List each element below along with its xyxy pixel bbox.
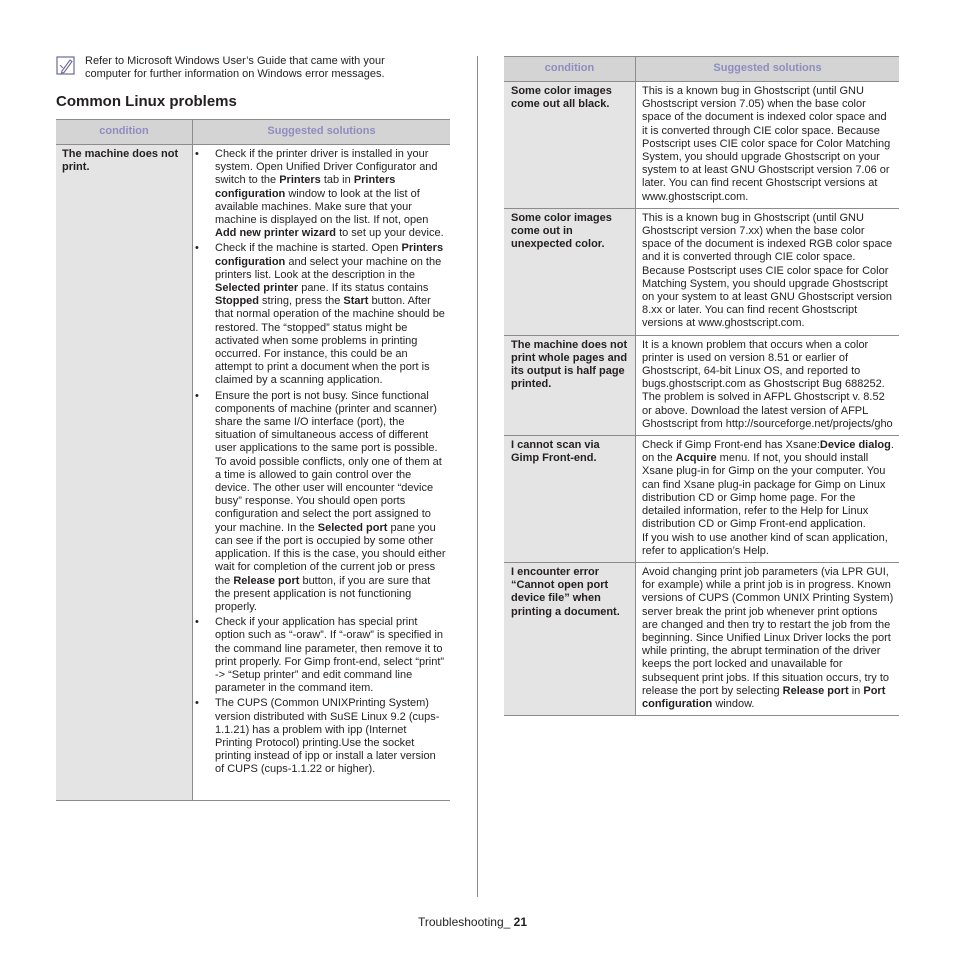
condition-cell: Some color images come out in unexpected color. [504,208,636,335]
bullet-icon: • [195,697,199,710]
text-run: pane. If its status contains [298,282,429,295]
text-run: and select your machine on the printers list. Look at the description in the [215,255,442,281]
table-row [56,145,450,801]
note-text: Refer to Microsoft Windows User’s Guide that came with your computer for further information on Windows error messages. [85,55,385,80]
text-run: Avoid changing print job parameters (via LPR GUI, for example) while a print job is in progress. Known versions of CUPS (Common UNIX Printing System) server break the print job whenever print options are changed and then try to restart the job from the beginning. Since Unified Linux Driver locks the port while printing, the abrupt termination of the driver keeps the port locked and unavailable for subsequent print jobs. If this situation occurs, try to release the port by selecting [642,565,894,697]
solution-bullet [195,148,446,240]
solution-bullet [195,242,446,387]
text-run: to set up your device. [336,227,444,240]
bullet-icon: • [195,616,199,629]
bold-term: Stopped [215,295,259,308]
text-run: button, if you are sure that the present application is not functioning properly. [215,574,431,613]
section-title: Common Linux problems [56,93,237,110]
text-run: It is a known problem that occurs when a color printer is used on version 8.51 or earlier of Ghostscript, 64-bit Linux OS, and reported to bugs.ghostscript.com as Ghostscript Bug 688252. [642,338,885,391]
solutions-header: Suggested solutions [636,57,900,82]
table-row [504,82,899,209]
bullet-icon: • [195,242,199,255]
bold-term: Port configuration [642,684,886,710]
bold-term: Printers [279,174,321,187]
text-run: tab in [320,174,354,187]
text-run: menu. If not, you should install Xsane plug-in for Gimp on the your computer. You can find Xsane plug-in package for Gimp on Linux distribution CD or Gimp home page. For the detailed information, refer to the Help for Linux distribution CD or Gimp Front-end application. [642,452,886,531]
solution-bullet [195,390,446,614]
text-run: button. After that normal operation of the machine should be restored. The “stopped” status might be activated when some problems in printing occurred. For instance, this could be an attempt to print a document when the port is claimed by a scanning application. [215,295,445,387]
bullet-icon: • [195,389,199,402]
footer-label: Troubleshooting_ [418,915,511,929]
bold-term: Selected printer [215,282,299,295]
solution-cell [636,436,900,563]
table-row [504,208,899,335]
solution-bullet [195,616,446,695]
text-run: string, press the [259,295,344,308]
condition-cell: I cannot scan via Gimp Front-end. [504,436,636,563]
linux-problems-table [56,119,450,801]
bold-term: Selected port [317,521,388,534]
bold-term: Start [343,295,369,308]
table-row [504,436,899,563]
text-run: The CUPS (Common UNIXPrinting System) version distributed with SuSE Linux 9.2 (cups-1.1.21) has a problem with ipp (Internet Printing Protocol) printing.Use the socket printing instead of ipp or install a later version of CUPS (cups-1.1.22 or higher). [215,697,440,776]
text-run: Ensure the port is not busy. Since functional components of machine (printer and scanner) share the same I/O interface (port), the situation of simultaneous access of different user applications to the same port is possible. To avoid possible conflicts, only one of them at a time is allowed to gain control over the device. The other user will encounter “device busy” response. You should open ports configuration and select the port assigned to your machine. In the [215,389,442,534]
condition-header: condition [504,57,636,82]
condition-cell: Some color images come out all black. [504,82,636,209]
condition-cell: The machine does not print. [56,145,193,801]
solution-bullet-list [195,148,446,777]
bold-term: Release port [782,684,849,697]
condition-cell: The machine does not print whole pages and its output is half page printed. [504,335,636,435]
note-pencil-icon [56,56,76,76]
text-run: Check if the machine is started. Open [215,242,402,255]
text-run: This is a known bug in Ghostscript (until GNU Ghostscript version 7.xx) when the base color space of the document is indexed RGB color space and it is converted through CIE color space. Because Postscript uses CIE color space for Color Matching System, you should upgrade Ghostscript on your system to at least GNU Ghostscript version 8.xx or later. You can find recent Ghostscript versions at www.ghostscript.com. [642,211,893,330]
solution-cell [636,208,900,335]
bullet-icon: • [195,148,199,160]
text-run: Check if Gimp Front-end has Xsane: [642,439,820,452]
solution-cell [193,145,451,801]
linux-problems-table-continued [504,56,899,716]
bold-term: Device dialog [819,439,891,452]
table-row [504,562,899,715]
text-run: Check if the printer driver is installed in your system. Open Unified Driver Configurator and switch to the [215,148,438,187]
bold-term: Printers configuration [215,242,444,268]
text-run: window. [712,697,755,710]
table-row [504,335,899,435]
solution-cell [636,82,900,209]
text-run: Check if your application has special print option such as “-oraw”. If “-oraw” is specified in the command line parameter, then remove it to print properly. For Gimp front-end, select “print” -> “Setup printer” and edit command line parameter in the command item. [215,616,445,695]
text-run: window to look at the list of available machines. Make sure that your machine is displayed on the list. If not, open [215,187,429,227]
text-run: If you wish to use another kind of scan application, refer to application’s Help. [642,531,888,557]
page-footer [418,915,527,929]
bold-term: Printers configuration [215,174,396,200]
text-run: . on the [642,439,894,465]
page-number: 21 [513,915,527,929]
solution-cell [636,562,900,715]
bold-term: Release port [233,574,300,587]
text-run: in [848,684,864,697]
condition-cell: I encounter error “Cannot open port device file” when printing a document. [504,562,636,715]
text-run: This is a known bug in Ghostscript (until GNU Ghostscript version 7.05) when the base color space of the document is indexed color space and it is converted through CIE color space. Because Postscript uses CIE color space for Color Matching System, you should upgrade Ghostscript on your system to at least GNU Ghostscript version 7.06 or later. You can find recent Ghostscript versions at www.ghostscript.com. [642,85,891,203]
solutions-header: Suggested solutions [193,120,451,145]
condition-header: condition [56,120,193,145]
solution-cell [636,335,900,435]
text-run: pane you can see if the port is occupied by some other application. If this is the case, you should either wait for completion of the current job or press the [215,521,446,587]
solution-bullet [195,697,446,776]
bold-term: Acquire [675,452,717,465]
column-divider [477,56,478,897]
text-run: The problem is solved in AFPL Ghostscript v. 8.52 or above. Download the latest version of AFPL Ghostscript from http://sourceforge.net/projects/gho [642,391,893,430]
bold-term: Add new printer wizard [215,227,337,240]
